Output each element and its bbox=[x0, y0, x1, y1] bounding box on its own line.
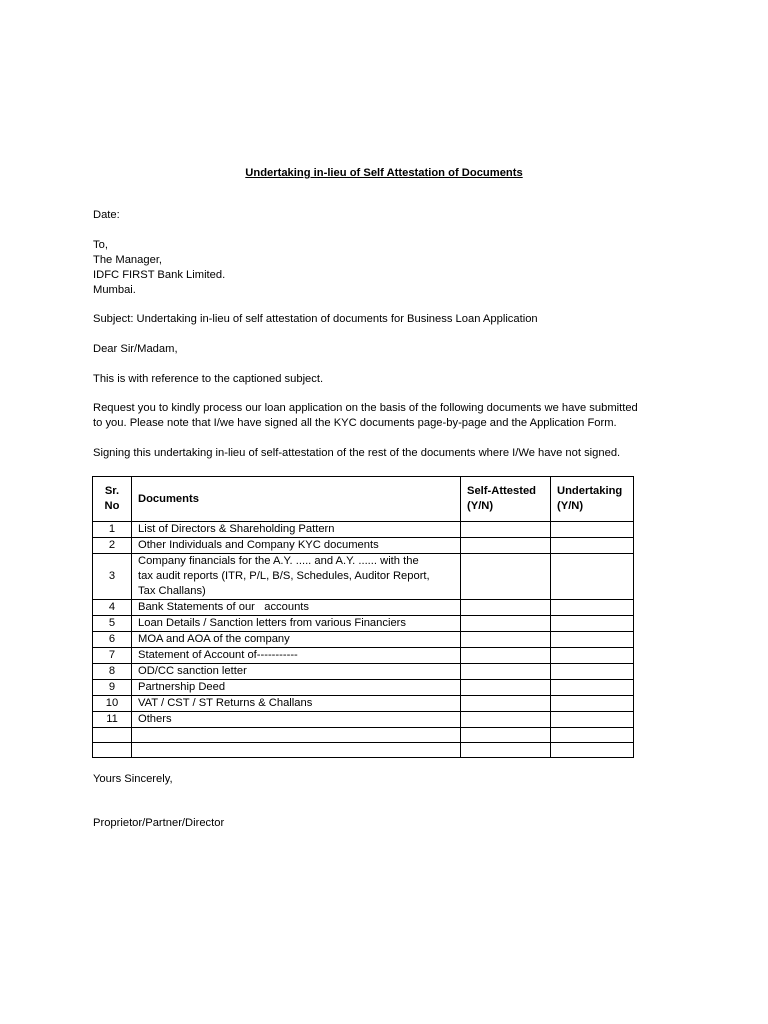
request-line-2: to you. Please note that I/we have signed all the KYC documents page-by-page and the Application Form. bbox=[93, 417, 617, 429]
row-sr: 1 bbox=[93, 522, 132, 538]
table-row-blank bbox=[93, 728, 634, 743]
row-sr: 4 bbox=[93, 600, 132, 616]
table-row bbox=[93, 664, 634, 680]
table-header-row bbox=[93, 477, 634, 522]
blank-document-cell[interactable] bbox=[132, 728, 461, 743]
row-sr: 6 bbox=[93, 632, 132, 648]
table-row bbox=[93, 696, 634, 712]
table-row bbox=[93, 616, 634, 632]
row-document: MOA and AOA of the company bbox=[132, 632, 461, 648]
address-line-1: The Manager, bbox=[93, 254, 163, 266]
address-line-2: IDFC FIRST Bank Limited. bbox=[93, 269, 226, 281]
row-document: Partnership Deed bbox=[132, 680, 461, 696]
self-attested-cell[interactable] bbox=[461, 554, 551, 600]
self-attested-cell[interactable] bbox=[461, 632, 551, 648]
closing-line: Yours Sincerely, bbox=[93, 773, 173, 785]
undertaking-cell[interactable] bbox=[551, 680, 634, 696]
request-line-1: Request you to kindly process our loan application on the basis of the following documents we have submitted bbox=[93, 402, 638, 414]
row-document: Company financials for the A.Y. ..... and A.Y. ...... with the tax audit reports (ITR, P/L, B/S, Schedules, Auditor Report, Tax Challans) bbox=[132, 554, 461, 600]
undertaking-cell[interactable] bbox=[551, 696, 634, 712]
undertaking-cell[interactable] bbox=[551, 538, 634, 554]
document-title: Undertaking in-lieu of Self Attestation of Documents bbox=[245, 167, 523, 179]
undertaking-cell[interactable] bbox=[551, 712, 634, 728]
self-attested-cell[interactable] bbox=[461, 616, 551, 632]
request-paragraph bbox=[93, 401, 638, 431]
documents-table bbox=[92, 476, 634, 758]
self-attested-cell[interactable] bbox=[461, 538, 551, 554]
row-document: Loan Details / Sanction letters from various Financiers bbox=[132, 616, 461, 632]
header-documents: Documents bbox=[132, 477, 461, 522]
table-row bbox=[93, 680, 634, 696]
salutation: Dear Sir/Madam, bbox=[93, 343, 178, 355]
row-sr: 9 bbox=[93, 680, 132, 696]
row-document: OD/CC sanction letter bbox=[132, 664, 461, 680]
table-row bbox=[93, 538, 634, 554]
undertaking-cell[interactable] bbox=[551, 743, 634, 758]
row-document: Others bbox=[132, 712, 461, 728]
self-attested-cell[interactable] bbox=[461, 522, 551, 538]
header-sr-no: Sr. No bbox=[93, 477, 132, 522]
signatory-line: Proprietor/Partner/Director bbox=[93, 817, 225, 829]
self-attested-cell[interactable] bbox=[461, 728, 551, 743]
row-sr: 5 bbox=[93, 616, 132, 632]
undertaking-cell[interactable] bbox=[551, 554, 634, 600]
reference-line: This is with reference to the captioned subject. bbox=[93, 373, 324, 385]
header-undertaking: Undertaking (Y/N) bbox=[551, 477, 634, 522]
row-document: List of Directors & Shareholding Pattern bbox=[132, 522, 461, 538]
table-row bbox=[93, 712, 634, 728]
self-attested-cell[interactable] bbox=[461, 648, 551, 664]
self-attested-cell[interactable] bbox=[461, 743, 551, 758]
subject-line: Subject: Undertaking in-lieu of self attestation of documents for Business Loan Application bbox=[93, 313, 538, 325]
date-label: Date: bbox=[93, 209, 120, 221]
table-row bbox=[93, 554, 634, 600]
row-document: Bank Statements of our accounts bbox=[132, 600, 461, 616]
table-row bbox=[93, 522, 634, 538]
address-block bbox=[93, 238, 225, 298]
undertaking-cell[interactable] bbox=[551, 648, 634, 664]
signing-line: Signing this undertaking in-lieu of self-attestation of the rest of the documents where I/We have not signed. bbox=[93, 447, 621, 459]
blank-sr-cell[interactable] bbox=[93, 743, 132, 758]
row-sr: 7 bbox=[93, 648, 132, 664]
row-document: Other Individuals and Company KYC documents bbox=[132, 538, 461, 554]
address-line-3: Mumbai. bbox=[93, 284, 136, 296]
blank-document-cell[interactable] bbox=[132, 743, 461, 758]
self-attested-cell[interactable] bbox=[461, 664, 551, 680]
undertaking-cell[interactable] bbox=[551, 632, 634, 648]
self-attested-cell[interactable] bbox=[461, 600, 551, 616]
row-document: Statement of Account of----------- bbox=[132, 648, 461, 664]
row-sr: 10 bbox=[93, 696, 132, 712]
blank-sr-cell[interactable] bbox=[93, 728, 132, 743]
row-sr: 11 bbox=[93, 712, 132, 728]
row-document: VAT / CST / ST Returns & Challans bbox=[132, 696, 461, 712]
table-row bbox=[93, 600, 634, 616]
address-to: To, bbox=[93, 239, 108, 251]
self-attested-cell[interactable] bbox=[461, 712, 551, 728]
undertaking-cell[interactable] bbox=[551, 616, 634, 632]
row-sr: 3 bbox=[93, 554, 132, 600]
self-attested-cell[interactable] bbox=[461, 680, 551, 696]
undertaking-cell[interactable] bbox=[551, 600, 634, 616]
undertaking-cell[interactable] bbox=[551, 728, 634, 743]
header-self-attested: Self-Attested (Y/N) bbox=[461, 477, 551, 522]
undertaking-cell[interactable] bbox=[551, 522, 634, 538]
table-row bbox=[93, 632, 634, 648]
undertaking-cell[interactable] bbox=[551, 664, 634, 680]
self-attested-cell[interactable] bbox=[461, 696, 551, 712]
row-sr: 2 bbox=[93, 538, 132, 554]
row-sr: 8 bbox=[93, 664, 132, 680]
table-row bbox=[93, 648, 634, 664]
table-row-blank bbox=[93, 743, 634, 758]
